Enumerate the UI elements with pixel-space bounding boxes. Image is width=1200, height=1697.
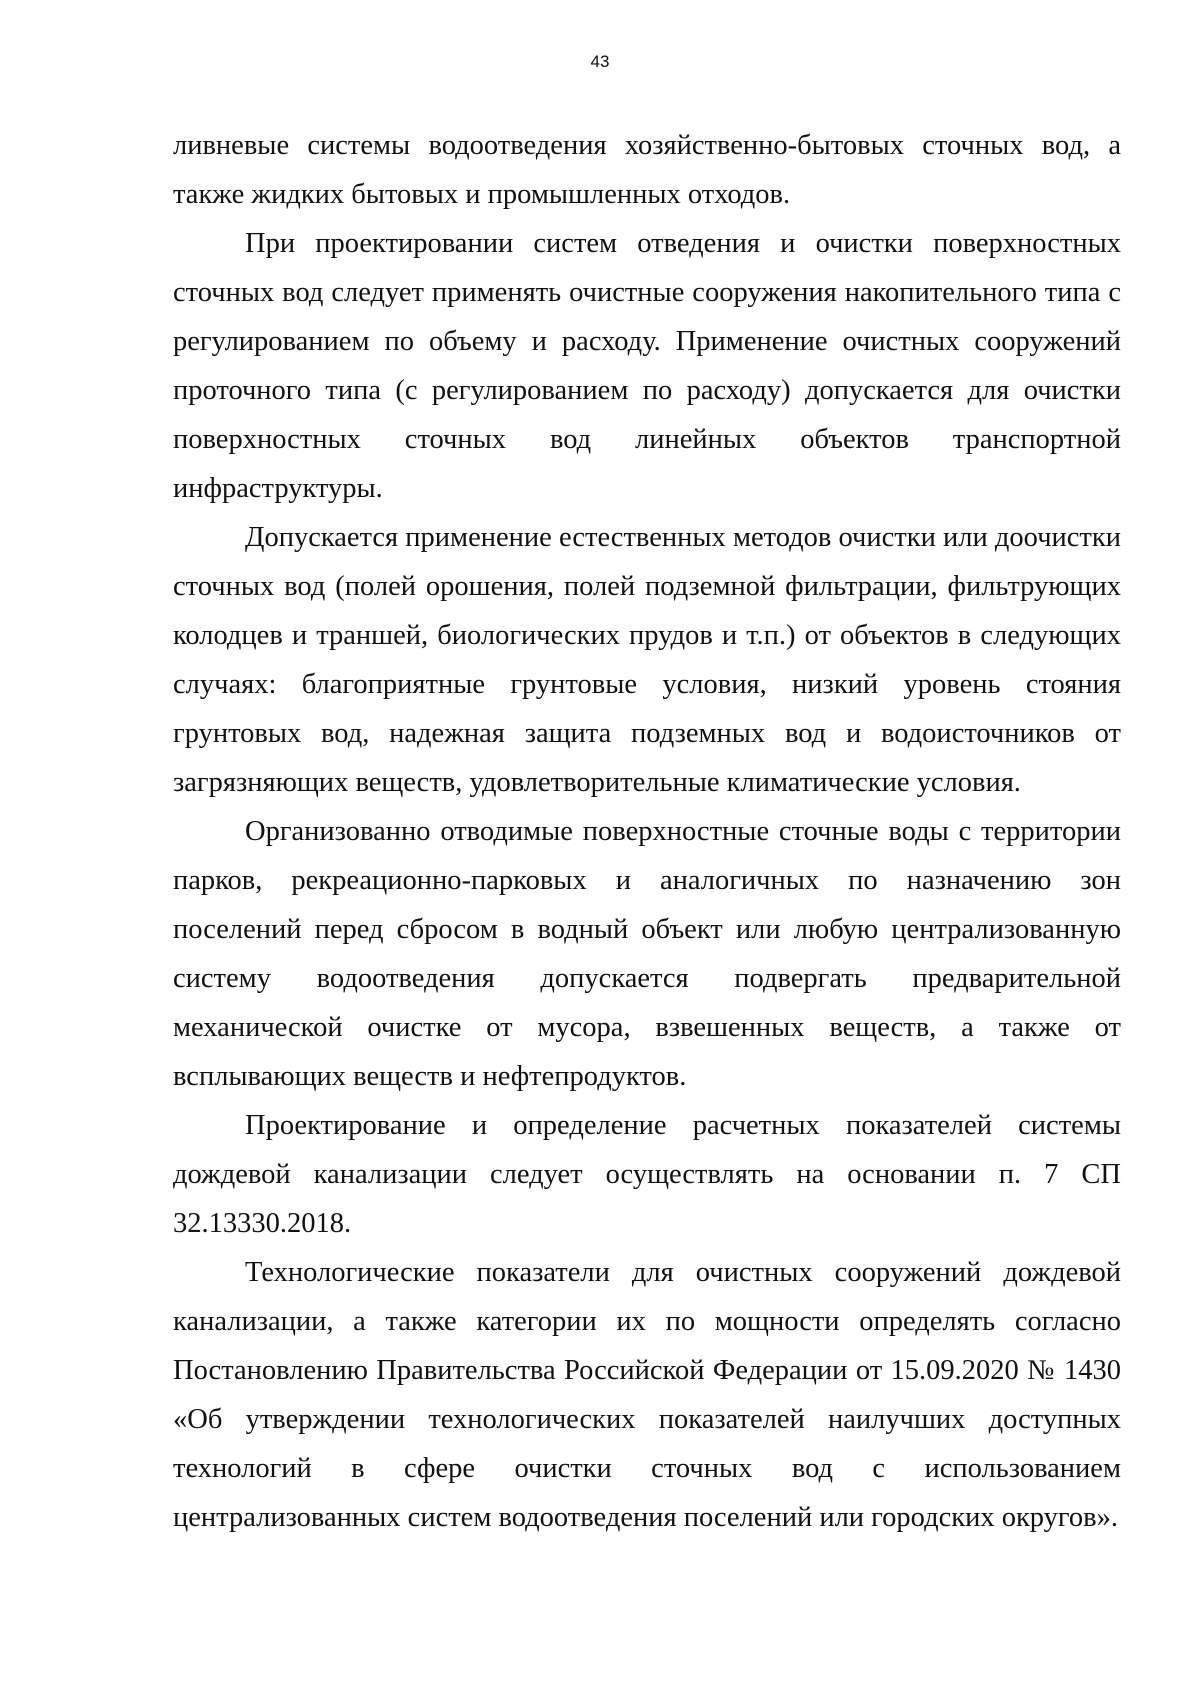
document-body [173, 121, 1121, 1542]
paragraph-design-reference: Проектирование и определение расчетных показателей системы дождевой канализации следует осуществлять на основании п. 7 СП 32.13330.2018. [173, 1110, 1121, 1239]
paragraph-natural-methods: Допускается применение естественных методов очистки или доочистки сточных вод (полей орошения, полей подземной фильтрации, фильтрующих колодцев и траншей, биологических прудов и т.п.) от объектов в следующих случаях: благоприятные грунтовые условия, низкий уровень стояния грунтовых вод, надежная защита подземных вод и водоисточников от загрязняющих веществ, удовлетворительные климатические условия. [173, 522, 1121, 798]
paragraph-technological-indicators: Технологические показатели для очистных сооружений дождевой канализации, а также категории их по мощности определять согласно Постановлению Правительства Российской Федерации от 15.09.2020 № 1430 «Об утверждении технологических показателей наилучших доступных технологий в сфере очистки сточных вод с использованием централизованных систем водоотведения поселений или городских округов». [173, 1257, 1121, 1533]
paragraph-treatment-facilities: При проектировании систем отведения и очистки поверхностных сточных вод следует применять очистные сооружения накопительного типа с регулированием по объему и расходу. Применение очистных сооружений проточного типа (с регулированием по расходу) допускается для очистки поверхностных сточных вод линейных объектов транспортной инфраструктуры. [173, 228, 1121, 504]
paragraph-park-runoff: Организованно отводимые поверхностные сточные воды с территории парков, рекреационно-парковых и аналогичных по назначению зон поселений перед сбросом в водный объект или любую централизованную систему водоотведения допускается подвергать предварительной механической очистке от мусора, взвешенных веществ, а также от всплывающих веществ и нефтепродуктов. [173, 816, 1121, 1092]
page-number: 43 [590, 52, 610, 71]
paragraph-continuation: ливневые системы водоотведения хозяйственно-бытовых сточных вод, а также жидких бытовых и промышленных отходов. [173, 130, 1121, 210]
